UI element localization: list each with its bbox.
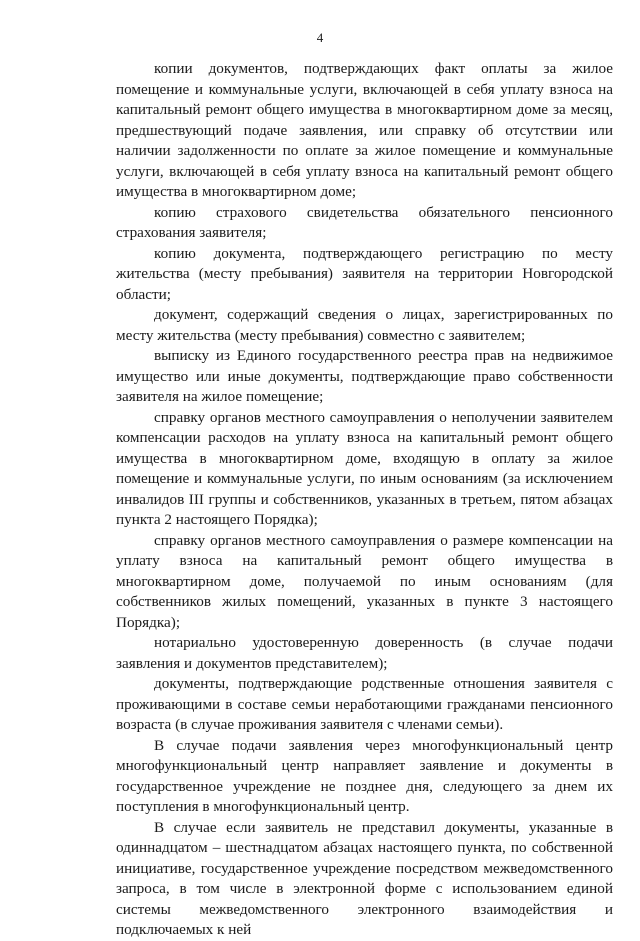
paragraph-compensation-amount-certificate: справку органов местного самоуправления о размере компенсации на уплату взноса на капитальный ремонт общего имущества в многоквартирном доме, получаемой по иным основаниям (для собственников жилых помещений, указанных в пункте 3 настоящего Порядка); [116, 531, 613, 631]
paragraph-property-extract: выписку из Единого государственного реестра прав на недвижимое имущество или иные документы, подтверждающие право собственности заявителя на жилое помещение; [116, 347, 613, 405]
document-body [116, 59, 613, 941]
paragraph-interagency-request: В случае если заявитель не представил документы, указанные в одиннадцатом – шестнадцатом абзацах настоящего пункта, по собственной инициативе, государственное учреждение посредством межведомственного запроса, в том числе в электронной форме с использованием единой системы межведомственного электронного взаимодействия и подключаемых к ней [116, 818, 613, 938]
paragraph-mfc-submission: В случае подачи заявления через многофункциональный центр многофункциональный центр направляет заявление и документы в государственное учреждение не позднее дня, следующего за днем их поступления в многофункциональный центр. [116, 736, 613, 815]
paragraph-payment-documents: копии документов, подтверждающих факт оплаты за жилое помещение и коммунальные услуги, включающей в себя уплату взноса на капитальный ремонт общего имущества в многоквартирном доме за месяц, предшествующий подаче заявления, или справку об отсутствии или наличии задолженности по оплате за жилое помещение и коммунальные услуги, включающей в себя уплату взноса на капитальный ремонт общего имущества в многоквартирном доме; [116, 60, 613, 200]
paragraph-non-receipt-certificate: справку органов местного самоуправления о неполучении заявителем компенсации расходов на уплату взноса на капитальный ремонт общего имущества в многоквартирном доме, входящую в оплату за жилое помещение и коммунальные услуги, по иным основаниям (за исключением инвалидов III группы и собственников, указанных в третьем, пятом абзацах пункта 2 настоящего Порядка); [116, 408, 613, 528]
page-number: 4 [316, 30, 324, 45]
paragraph-family-relations-documents: документы, подтверждающие родственные отношения заявителя с проживающими в составе семьи неработающими гражданами пенсионного возраста (в случае проживания заявителя с членами семьи). [116, 675, 613, 733]
paragraph-power-of-attorney: нотариально удостоверенную доверенность (в случае подачи заявления и документов представителем); [116, 634, 613, 672]
paragraph-registration-document: копию документа, подтверждающего регистрацию по месту жительства (месту пребывания) заявителя на территории Новгородской области; [116, 244, 613, 303]
paragraph-pension-certificate: копию страхового свидетельства обязательного пенсионного страхования заявителя; [116, 203, 613, 241]
paragraph-residents-document: документ, содержащий сведения о лицах, зарегистрированных по месту жительства (месту пребывания) совместно с заявителем; [116, 306, 613, 344]
